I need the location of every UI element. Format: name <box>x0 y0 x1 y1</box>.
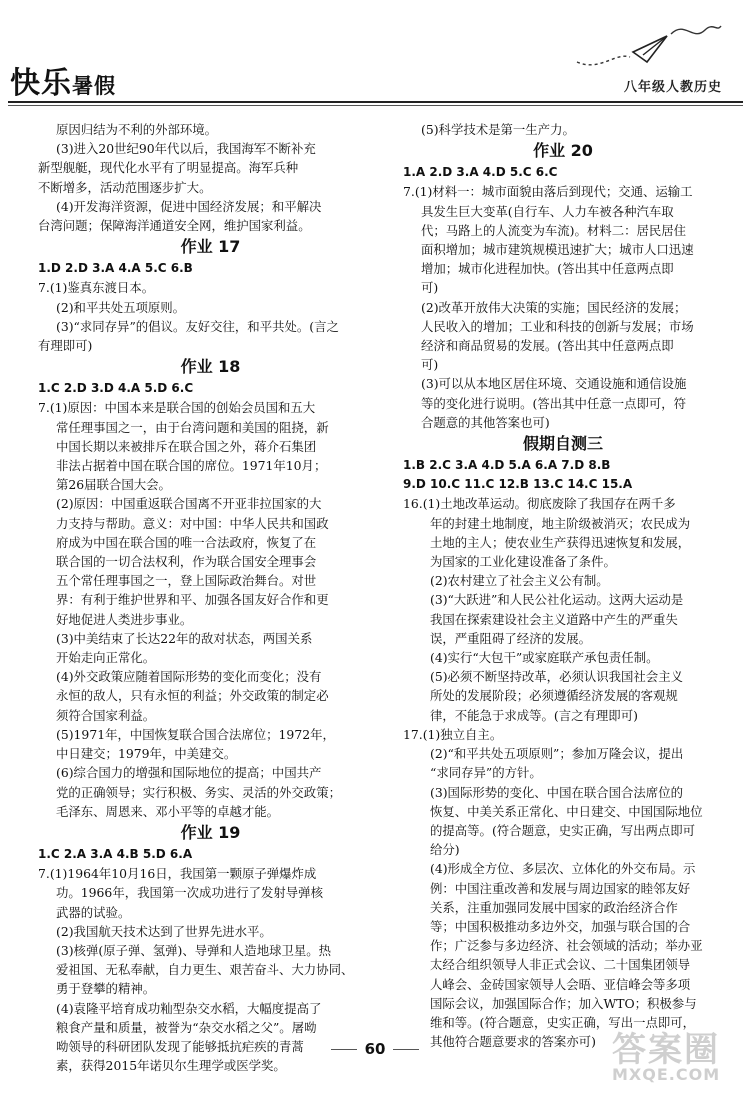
text-line: 年的封建土地制度，地主阶级被消灭；农民成为 <box>430 515 691 531</box>
text-line: 恢复、中美关系正常化、中日建交、中国国际地位 <box>430 803 703 819</box>
text-line: (3)“大跃进”和人民公社化运动。这两大运动是 <box>430 592 684 608</box>
text-line: 永恒的敌人，只有永恒的利益；外交政策的制定必 <box>56 688 329 704</box>
watermark-sub: MXQE.COM <box>612 1065 721 1084</box>
logo-char: 假 <box>94 74 116 98</box>
text-line: 具发生巨大变革(自行车、人力车被各种汽车取 <box>421 203 674 219</box>
text-line: (3)“求同存异”的倡议。友好交往，和平共处。(言之 <box>56 318 339 334</box>
text-line: (5)科学技术是第一生产力。 <box>421 122 575 137</box>
text-line: 国际会议，加强国际合作；加入WTO；积极参与 <box>430 995 697 1011</box>
header-rule <box>8 101 743 103</box>
text-line: 作；广泛参与多边经济、社会领域的活动；举办亚 <box>430 938 703 954</box>
text-line: 新型舰艇，现代化水平有了明显提高。海军兵种 <box>38 160 299 176</box>
text-line: 7.(1)材料一：城市面貌由落后到现代；交通、运输工 <box>403 184 693 200</box>
text-line: (2)改革开放伟大决策的实施；国民经济的发展； <box>421 299 687 315</box>
text-line: 太经合组织领导人非正式会议、二十国集团领导 <box>430 957 691 973</box>
book-title: 八年级人教历史 <box>623 80 722 95</box>
page-number-dash <box>393 1049 419 1050</box>
choice-answers: 1.D 2.D 3.A 4.A 5.C 6.B <box>38 261 193 276</box>
text-line: 其他符合题意要求的答案亦可) <box>430 1034 596 1050</box>
text-line: 呦领导的科研团队发现了能够抵抗疟疾的青蒿 <box>56 1038 304 1054</box>
text-line: 原因归结为不利的外部环境。 <box>56 122 218 137</box>
text-line: 人峰会、金砖国家领导人会晤、亚信峰会等多项 <box>430 976 691 992</box>
text-line: (2)原因：中国重返联合国离不开亚非拉国家的大 <box>56 496 322 512</box>
text-line: 17.(1)独立自主。 <box>403 726 503 742</box>
logo-char: 乐 <box>41 66 72 101</box>
section-title: 作业 18 <box>180 357 241 377</box>
text-line: 中国长期以来被排斥在联合国之外，蒋介石集团 <box>56 438 317 454</box>
text-line: 有理即可) <box>38 338 93 354</box>
text-line: (5)必须不断坚持改革，必须认识我国社会主义 <box>430 669 683 685</box>
text-line: 须符合国家利益。 <box>56 707 156 723</box>
text-line: 常任理事国之一，由于台湾问题和美国的阻挠，新 <box>56 419 329 435</box>
text-line: 误，严重阻碍了经济的发展。 <box>430 630 592 646</box>
text-line: 府成为中国在联合国的唯一合法政府，恢复了在 <box>56 534 317 550</box>
left-column <box>38 120 383 1075</box>
section-title: 作业 17 <box>180 237 241 257</box>
text-line: (4)实行“大包干”或家庭联产承包责任制。 <box>430 650 659 666</box>
text-line: 五个常任理事国之一，登上国际政治舞台。对世 <box>56 573 317 589</box>
text-line: 人民收入的增加；工业和科技的创新与发展；市场 <box>421 318 694 334</box>
section-title: 作业 19 <box>180 822 241 842</box>
text-line: 可) <box>421 357 439 373</box>
text-line: (3)中美结束了长达22年的敌对状态，两国关系 <box>56 630 313 646</box>
text-line: (2)“和平共处五项原则”；参加万隆会议，提出 <box>430 746 684 762</box>
text-line: 等的变化进行说明。(答出其中任意一点即可，符 <box>421 395 687 411</box>
right-column <box>403 120 723 1051</box>
series-logo <box>10 58 116 102</box>
text-line: (2)和平共处五项原则。 <box>56 299 186 315</box>
text-line: (4)开发海洋资源，促进中国经济发展；和平解决 <box>56 198 322 214</box>
text-line: 武器的试验。 <box>56 904 131 920</box>
choice-answers: 1.B 2.C 3.A 4.D 5.A 6.A 7.D 8.B <box>403 458 611 473</box>
text-line: (2)我国航天技术达到了世界先进水平。 <box>56 923 272 939</box>
text-line: 中日建交；1979年，中美建交。 <box>56 746 237 762</box>
logo-char: 暑 <box>72 74 94 98</box>
page-number-value: 60 <box>364 1040 386 1058</box>
text-line: 7.(1)鉴真东渡日本。 <box>38 280 155 296</box>
text-line: (3)核弹(原子弹、氢弹)、导弹和人造地球卫星。热 <box>56 942 332 958</box>
text-line: 开始走向正常化。 <box>56 650 156 666</box>
text-line: 界：有利于维护世界和平、加强各国友好合作和更 <box>56 592 329 608</box>
choice-answers: 1.A 2.D 3.A 4.D 5.C 6.C <box>403 165 558 180</box>
text-line: 7.(1)1964年10月16日，我国第一颗原子弹爆炸成 <box>38 866 317 882</box>
text-line: 力支持与帮助。意义：对中国：中华人民共和国政 <box>56 515 329 531</box>
text-line: 增加；城市化进程加快。(答出其中任意两点即 <box>421 261 674 277</box>
text-line: 合题意的其他答案也可) <box>421 414 550 430</box>
text-line: (4)形成全方位、多层次、立体化的外交布局。示 <box>430 861 696 877</box>
choice-answers: 1.C 2.D 3.D 4.A 5.D 6.C <box>38 381 194 396</box>
text-line: (3)进入20世纪90年代以后，我国海军不断补充 <box>56 141 316 157</box>
text-line: (3)可以从本地区居住环境、交通设施和通信设施 <box>421 376 687 392</box>
text-line: 可) <box>421 280 439 296</box>
choice-answers: 1.C 2.A 3.A 4.B 5.D 6.A <box>38 846 193 861</box>
text-line: 等；中国积极推动多边外交，加强与联合国的合 <box>430 918 691 934</box>
text-line: 律，不能急于求成等。(言之有理即可) <box>430 707 638 723</box>
text-line: 非法占据着中国在联合国的席位。1971年10月； <box>56 458 327 474</box>
text-line: 毛泽东、周恩来、邓小平等的卓越才能。 <box>56 803 280 819</box>
text-line: 素，获得2015年诺贝尔生理学或医学奖。 <box>56 1058 286 1074</box>
text-line: 好地促进人类进步事业。 <box>56 611 193 627</box>
section-title: 作业 20 <box>533 141 593 161</box>
text-line: 爱祖国、无私奉献，自力更生、艰苦奋斗、大力协同、 <box>56 962 354 978</box>
text-line: 16.(1)土地改革运动。彻底废除了我国存在两千多 <box>403 496 676 512</box>
text-line: (3)国际形势的变化、中国在联合国合法席位的 <box>430 784 683 800</box>
text-line: 为国家的工业化建设准备了条件。 <box>430 554 616 570</box>
text-line: 给分) <box>430 842 460 858</box>
text-line: (5)1971年，中国恢复联合国合法席位；1972年， <box>56 726 335 742</box>
text-line: (4)外交政策应随着国际形势的变化而变化；没有 <box>56 669 322 685</box>
section-title: 假期自测三 <box>522 434 603 454</box>
text-line: 土地的主人；使农业生产获得迅速恢复和发展， <box>430 534 691 550</box>
text-line: “求同存异”的方针。 <box>430 765 542 781</box>
text-line: 所处的发展阶段；必须遵循经济发展的客观规 <box>430 688 678 704</box>
text-line: (4)袁隆平培育成功籼型杂交水稻，大幅度提高了 <box>56 1000 322 1016</box>
header-rule-thin <box>8 105 743 106</box>
text-line: 第26届联合国大会。 <box>56 477 171 493</box>
text-line: (6)综合国力的增强和国际地位的提高；中国共产 <box>56 765 322 781</box>
text-line: 7.(1)原因：中国本来是联合国的创始会员国和五大 <box>38 400 316 416</box>
choice-answers: 9.D 10.C 11.C 12.B 13.C 14.C 15.A <box>403 477 633 492</box>
text-line: 面积增加；城市建筑规模迅速扩大；城市人口迅速 <box>421 242 694 258</box>
text-line: 例：中国注重改善和发展与周边国家的睦邻友好 <box>430 880 691 896</box>
text-line: 粮食产量和质量，被誉为“杂交水稻之父”。屠呦 <box>56 1019 317 1035</box>
text-line: 联合国的一切合法权利，作为联合国安全理事会 <box>56 554 317 570</box>
text-line: 我国在探索建设社会主义道路中产生的严重失 <box>430 611 678 627</box>
text-line: 经济和商品贸易的发展。(答出其中任意两点即 <box>421 338 674 354</box>
paper-plane-icon <box>575 22 725 82</box>
text-line: 关系，注重加强同发展中国家的政治经济合作 <box>430 899 678 915</box>
page-number-dash <box>331 1049 357 1050</box>
text-line: 代；马路上的人流变为车流)。材料二：居民居住 <box>421 222 687 238</box>
text-line: 党的正确领导；实行积极、务实、灵活的外交政策； <box>56 784 341 800</box>
logo-char: 快 <box>10 66 41 101</box>
text-line: 维和等。(符合题意，史实正确，写出一点即可， <box>430 1014 696 1030</box>
text-line: 勇于登攀的精神。 <box>56 981 156 997</box>
text-line: 的提高等。(符合题意，史实正确，写出两点即可 <box>430 822 696 838</box>
watermark <box>612 1022 720 1084</box>
page-header <box>0 0 750 110</box>
text-line: (2)农村建立了社会主义公有制。 <box>430 573 609 589</box>
text-line: 不断增多，活动范围逐步扩大。 <box>38 179 212 195</box>
text-line: 功。1966年，我国第一次成功进行了发射导弹核 <box>56 885 323 901</box>
watermark-main: 答案圈 <box>612 1030 720 1070</box>
text-line: 台湾问题；保障海洋通道安全网，维护国家利益。 <box>38 218 311 234</box>
